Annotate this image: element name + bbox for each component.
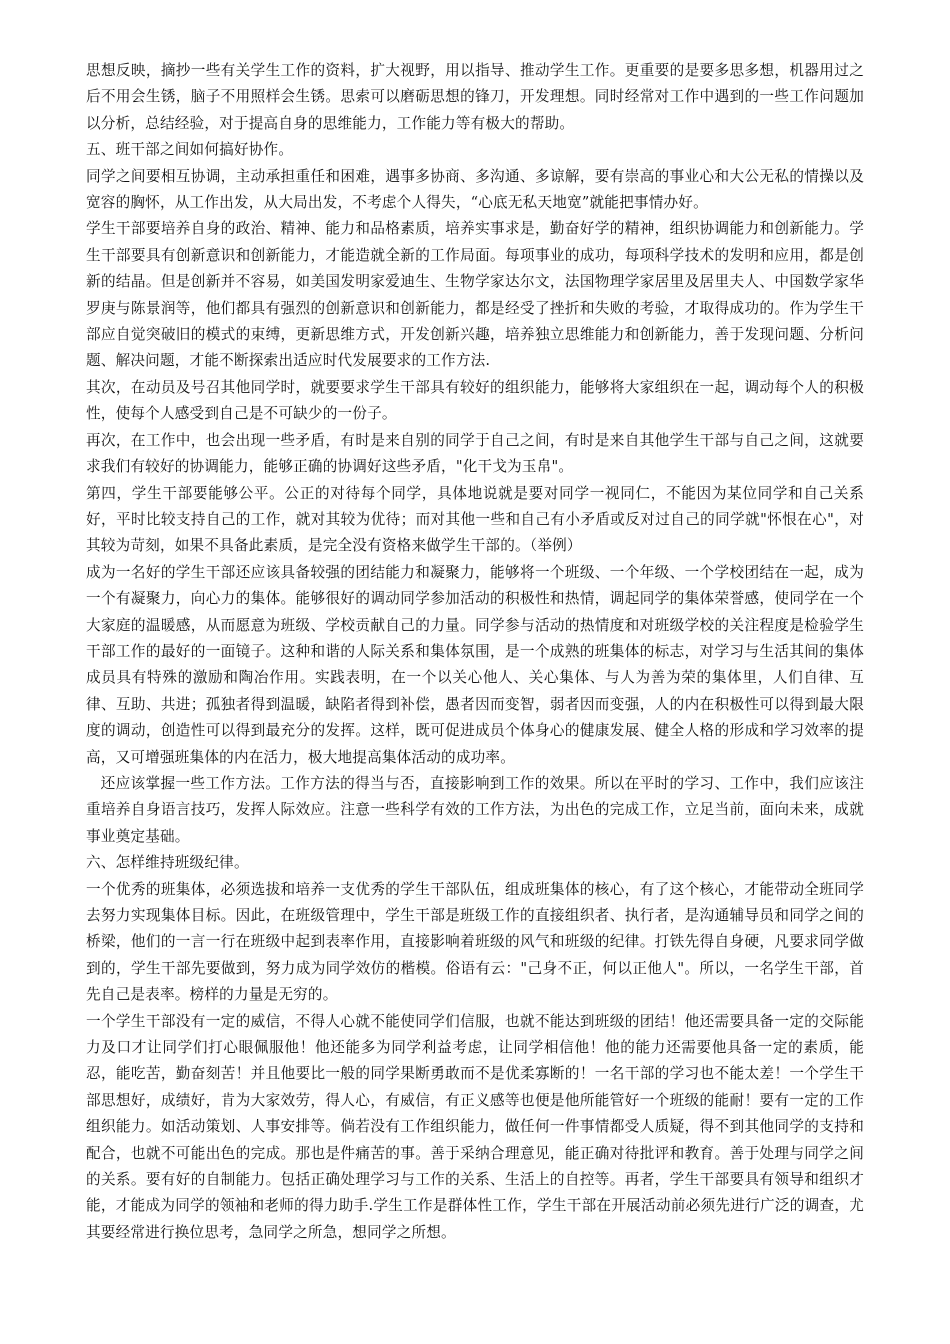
paragraph-conflict: 再次，在工作中，也会出现一些矛盾，有时是来自别的同学于自己之间，有时是来自其他学生干部与自己之间，这就要求我们有较好的协调能力，能够正确的协调好这些矛盾，"化干戈为玉帛"。 <box>86 431 864 476</box>
paragraph-organization: 其次，在动员及号召其他同学时，就要要求学生干部具有较好的组织能力，能够将大家组织在一起，调动每个人的积极性，使每个人感受到自己是不可缺少的一份子。 <box>86 378 864 423</box>
paragraph-coordination: 同学之间要相互协调，主动承担重任和困难，遇事多协商、多沟通、多谅解，要有崇高的事业心和大公无私的情操以及宽容的胸怀，从工作出发，从大局出发，不考虑个人得失，“心底无私天地宽”就能把事情办好。 <box>86 167 864 212</box>
section-heading-five: 五、班干部之间如何搞好协作。 <box>86 141 294 159</box>
paragraph-work-methods: 还应该掌握一些工作方法。工作方法的得当与否，直接影响到工作的效果。所以在平时的学习、工作中，我们应该注重培养自身语言技巧，发挥人际效应。注意一些科学有效的工作方法，为出色的完成工作，立足当前，面向未来，成就事业奠定基础。 <box>86 774 864 845</box>
paragraph-innovation: 学生干部要培养自身的政治、精神、能力和品格素质，培养实事求是，勤奋好学的精神，组织协调能力和创新能力。学生干部要具有创新意识和创新能力，才能造就全新的工作局面。每项事业的成功，每项科学技术的发明和应用，都是创新的结晶。但是创新并不容易，如美国发明家爱迪生、生物学家达尔文，法国物理学家居里及居里夫人、中国数学家华罗庚与陈景润等，他们都具有强烈的创新意识和创新能力，都是经受了挫折和失败的考验，才取得成功的。作为学生干部应自觉突破旧的模式的束缚，更新思维方式，开发创新兴趣，培养独立思维能力和创新能力，善于发现问题、分析问题、解决问题，才能不断探索出适应时代发展要求的工作方法. <box>86 220 864 370</box>
paragraph-thinking-reflection: 思想反映，摘抄一些有关学生工作的资料，扩大视野，用以指导、推动学生工作。更重要的是要多思多想，机器用过之后不用会生锈，脑子不用照样会生锈。思索可以磨砺思想的锋刀，开发理想。同时经常对工作中遇到的一些工作问题加以分析，总结经验，对于提高自身的思维能力，工作能力等有极大的帮助。 <box>86 62 864 132</box>
paragraph-fairness: 第四，学生干部要能够公平。公正的对待每个同学，具体地说就是要对同学一视同仁，不能因为某位同学和自己关系好，平时比较支持自己的工作，就对其较为优待；而对其他一些和自己有小矛盾或反对过自己的同学就"怀恨在心"，对其较为苛刻，如果不具备此素质，是完全没有资格来做学生干部的。（举例） <box>86 484 864 555</box>
paragraph-role-model: 一个优秀的班集体，必须选拔和培养一支优秀的学生干部队伍，组成班集体的核心，有了这个核心，才能带动全班同学去努力实现集体目标。因此，在班级管理中，学生干部是班级工作的直接组织者、执行者，是沟通辅导员和同学之间的桥梁，他们的一言一行在班级中起到表率作用，直接影响着班级的风气和班级的纪律。打铁先得自身硬，凡要求同学做到的，学生干部先要做到，努力成为同学效仿的楷模。俗语有云："己身不正，何以正他人"。所以，一名学生干部，首先自己是表率。榜样的力量是无穷的。 <box>86 880 864 1004</box>
paragraph-prestige: 一个学生干部没有一定的威信，不得人心就不能使同学们信服，也就不能达到班级的团结！他还需要具备一定的交际能力及口才让同学们打心眼佩服他！他还能多为同学利益考虑，让同学相信他！他的能力还需要他具备一定的素质，能忍，能吃苦，勤奋刻苦！并且他要比一般的同学果断勇敢而不是优柔寡断的！一名干部的学习也不能太差！一个学生干部思想好，成绩好，肯为大家效劳，得人心，有威信，有正义感等也便是他所能管好一个班级的能耐！要有一定的工作组织能力。如活动策划、人事安排等。倘若没有工作组织能力，做任何一件事情都受人质疑，得不到其他同学的支持和配合，也就不可能出色的完成。那也是件痛苦的事。善于采纳合理意见，能正确对待批评和教育。善于处理与同学之间的关系。要有好的自制能力。包括正确处理学习与工作的关系、生活上的自控等。再者，学生干部要具有领导和组织才能，才能成为同学的领袖和老师的得力助手.学生工作是群体性工作，学生干部在开展活动前必须先进行广泛的调查，尤其要经常进行换位思考，急同学之所急，想同学之所想。 <box>86 1012 864 1241</box>
section-heading-six: 六、怎样维持班级纪律。 <box>86 854 249 872</box>
paragraph-cohesion: 成为一名好的学生干部还应该具备较强的团结能力和凝聚力，能够将一个班级、一个年级、一个学校团结在一起，成为一个有凝聚力，向心力的集体。能够很好的调动同学参加活动的积极性和热情，调起同学的集体荣誉感，使同学在一个大家庭的温暖感，从而愿意为班级、学校贡献自己的力量。同学参与活动的热情度和对班级学校的关注程度是检验学生干部工作的最好的一面镜子。这种和谐的人际关系和集体氛围，是一个成熟的班集体的标志，对学习与生活其间的集体成员具有特殊的激励和陶冶作用。实践表明，在一个以关心他人、关心集体、与人为善为荣的集体里，人们自律、互律、互助、共进；孤独者得到温暖，缺陷者得到补偿，愚者因而变智，弱者因而变强，人的内在积极性可以得到最大限度的调动，创造性可以得到最充分的发挥。这样，既可促进成员个体身心的健康发展、健全人格的形成和学习效率的提高，又可增强班集体的内在活力，极大地提高集体活动的成功率。 <box>86 563 864 766</box>
